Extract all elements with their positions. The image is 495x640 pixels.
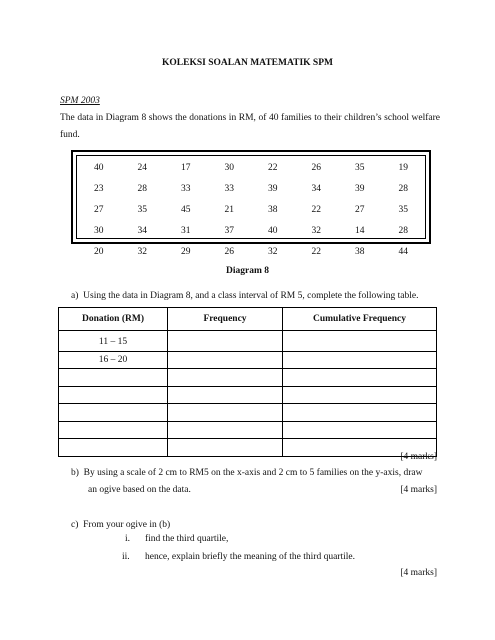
diagram-value: 26 <box>224 247 234 257</box>
diagram-value: 44 <box>398 247 408 257</box>
diagram-row <box>77 200 425 221</box>
diagram-value: 29 <box>181 247 191 257</box>
table-row <box>59 331 437 352</box>
frequency-cell <box>168 439 283 457</box>
frequency-cell <box>168 421 283 439</box>
cumulative-frequency-cell <box>283 331 437 352</box>
question-b <box>71 466 441 481</box>
diagram-caption: Diagram 8 <box>225 266 269 276</box>
diagram-value: 40 <box>94 163 104 173</box>
data-diagram <box>71 150 431 257</box>
diagram-value: 19 <box>398 163 408 173</box>
donation-cell <box>59 369 168 387</box>
question-c-i-text: find the third quartile, <box>145 534 229 544</box>
diagram-value: 34 <box>311 184 321 194</box>
question-c-label: c) <box>71 520 79 530</box>
diagram-row <box>77 221 425 242</box>
frequency-cell <box>168 404 283 422</box>
diagram-value: 35 <box>355 163 365 173</box>
header-frequency: Frequency <box>168 308 283 331</box>
diagram-row <box>77 179 425 200</box>
frequency-table <box>58 307 437 457</box>
diagram-value: 32 <box>311 226 321 236</box>
frequency-cell <box>168 386 283 404</box>
diagram-value: 26 <box>311 163 321 173</box>
donation-cell <box>59 421 168 439</box>
table-row <box>59 351 437 369</box>
header-cumulative-frequency: Cumulative Frequency <box>283 308 437 331</box>
diagram-value: 22 <box>311 205 321 215</box>
question-c-ii-number: ii. <box>122 552 130 562</box>
diagram-value: 23 <box>94 184 104 194</box>
question-c-ii-text: hence, explain briefly the meaning of the third quartile. <box>145 552 355 562</box>
frequency-cell <box>168 331 283 352</box>
diagram-value: 35 <box>137 205 147 215</box>
diagram-value: 39 <box>268 184 278 194</box>
diagram-value: 33 <box>224 184 234 194</box>
question-a-label: a) <box>71 291 79 301</box>
question-a <box>71 289 441 304</box>
diagram-value: 28 <box>137 184 147 194</box>
table-row <box>59 439 437 457</box>
diagram-row <box>77 156 425 179</box>
header-donation: Donation (RM) <box>59 308 168 331</box>
diagram-value: 22 <box>268 163 278 173</box>
cumulative-frequency-cell <box>283 386 437 404</box>
question-b-line1: By using a scale of 2 cm to RM5 on the x-axis and 2 cm to 5 families on the y-axis, draw <box>83 468 423 478</box>
marks-c: [4 marks] <box>400 568 437 578</box>
diagram-value: 28 <box>398 226 408 236</box>
diagram-value: 30 <box>94 226 104 236</box>
intro-text: The data in Diagram 8 shows the donations in RM, of 40 families to their children’s school welfare fund. <box>60 113 440 140</box>
data-diagram-grid <box>76 155 426 257</box>
donation-cell <box>59 404 168 422</box>
donation-cell <box>59 439 168 457</box>
diagram-value: 20 <box>94 247 104 257</box>
diagram-row <box>77 242 425 263</box>
table-row <box>59 421 437 439</box>
donation-cell: 16 – 20 <box>59 351 168 369</box>
cumulative-frequency-cell <box>283 351 437 369</box>
diagram-value: 38 <box>355 247 365 257</box>
donation-cell <box>59 386 168 404</box>
diagram-value: 17 <box>181 163 191 173</box>
diagram-value: 24 <box>137 163 147 173</box>
question-c-text: From your ogive in (b) <box>83 520 171 530</box>
diagram-value: 32 <box>137 247 147 257</box>
diagram-value: 39 <box>355 184 365 194</box>
diagram-value: 22 <box>311 247 321 257</box>
diagram-value: 45 <box>181 205 191 215</box>
question-a-text: Using the data in Diagram 8, and a class interval of RM 5, complete the following table. <box>83 291 419 301</box>
question-b-line2: an ogive based on the data. <box>88 485 191 495</box>
diagram-value: 34 <box>137 226 147 236</box>
source-label: SPM 2003 <box>60 96 100 106</box>
diagram-value: 33 <box>181 184 191 194</box>
diagram-value: 27 <box>94 205 104 215</box>
diagram-value: 28 <box>398 184 408 194</box>
diagram-value: 21 <box>224 205 234 215</box>
diagram-value: 14 <box>355 226 365 236</box>
cumulative-frequency-cell <box>283 404 437 422</box>
cumulative-frequency-cell <box>283 421 437 439</box>
table-row <box>59 386 437 404</box>
frequency-cell <box>168 369 283 387</box>
marks-a: [4 marks] <box>400 452 437 462</box>
diagram-value: 37 <box>224 226 234 236</box>
frequency-cell <box>168 351 283 369</box>
diagram-value: 27 <box>355 205 365 215</box>
diagram-value: 38 <box>268 205 278 215</box>
table-row <box>59 369 437 387</box>
table-row <box>59 404 437 422</box>
question-c-i-number: i. <box>125 534 131 544</box>
marks-b: [4 marks] <box>400 485 437 495</box>
cumulative-frequency-cell <box>283 369 437 387</box>
diagram-value: 32 <box>268 247 278 257</box>
diagram-value: 31 <box>181 226 191 236</box>
diagram-value: 35 <box>398 205 408 215</box>
donation-cell: 11 – 15 <box>59 331 168 352</box>
question-b-label: b) <box>71 468 79 478</box>
diagram-value: 40 <box>268 226 278 236</box>
diagram-value: 30 <box>224 163 234 173</box>
page-title: KOLEKSI SOALAN MATEMATIK SPM <box>162 58 333 68</box>
question-c <box>71 518 441 533</box>
